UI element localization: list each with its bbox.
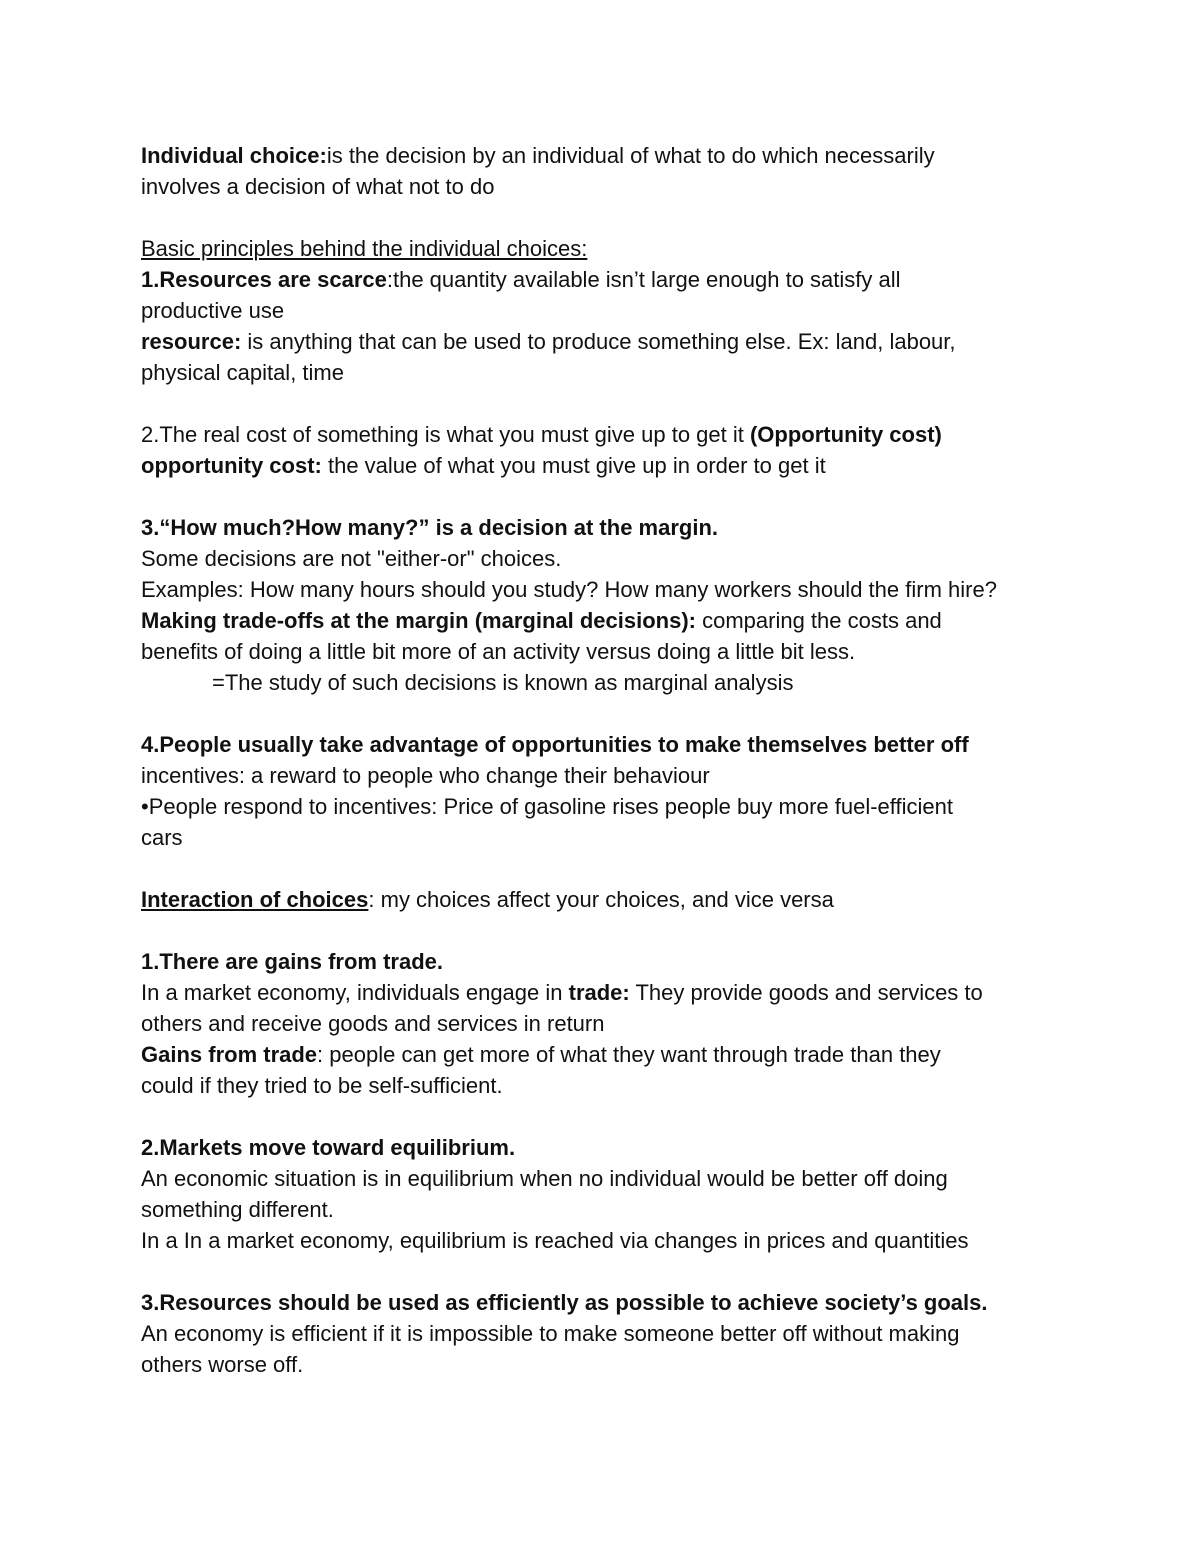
individual-choice-definition: is the decision by an individual of what to do which necessarily	[326, 143, 935, 168]
resource-term: resource:	[141, 329, 242, 354]
resource-definition: is anything that can be used to produce something else. Ex: land, labour,	[241, 329, 956, 354]
gains-from-trade-term: Gains from trade	[141, 1042, 318, 1067]
principle-1-title: 1.Resources are scarce	[141, 267, 387, 292]
individual-choice-line-2: involves a decision of what not to do	[141, 174, 495, 199]
interaction-2-line-2: something different.	[141, 1197, 334, 1222]
opportunity-cost-term: opportunity cost:	[141, 453, 322, 478]
spacer	[141, 481, 1071, 512]
tradeoff-term: Making trade-offs at the margin (marginal decisions):	[141, 608, 696, 633]
interaction-2-line-3: In a In a market economy, equilibrium is reached via changes in prices and quantities	[141, 1228, 969, 1253]
individual-choice-term: Individual choice:	[141, 143, 327, 168]
gains-from-trade-text: : people can get more of what they want through trade than they	[317, 1042, 941, 1067]
basic-principles-heading-text: Basic principles behind the individual choices:	[141, 236, 588, 261]
principle-1-text: :the quantity available isn’t large enough to satisfy all	[386, 267, 901, 292]
interaction-3-line-1: An economy is efficient if it is impossible to make someone better off without making	[141, 1321, 960, 1346]
document-page	[141, 140, 1071, 1380]
basic-principles-heading	[141, 233, 1071, 264]
principle-2-text: 2.The real cost of something is what you must give up to get it	[141, 422, 750, 447]
interaction-3-line-2: others worse off.	[141, 1352, 304, 1377]
spacer	[141, 202, 1071, 233]
tradeoff-text: comparing the costs and	[695, 608, 942, 633]
principle-3-line-2: Examples: How many hours should you study? How many workers should the firm hire?	[141, 577, 997, 602]
spacer	[141, 853, 1071, 884]
interaction-1-title: 1.There are gains from trade.	[141, 949, 443, 974]
spacer	[141, 1256, 1071, 1287]
tradeoff-line-1	[141, 605, 1071, 636]
principle-4-title: 4.People usually take advantage of opportunities to make themselves better off	[141, 732, 969, 757]
principle-3-heading	[141, 512, 1071, 543]
interaction-1-text-b: They provide goods and services to	[629, 980, 983, 1005]
resource-definition-line-2: physical capital, time	[141, 360, 344, 385]
trade-term: trade:	[568, 980, 630, 1005]
gains-from-trade-line-1	[141, 1039, 1071, 1070]
interaction-term: Interaction of choices	[141, 887, 369, 912]
principle-4-heading	[141, 729, 1071, 760]
principle-1-line-1	[141, 264, 1071, 295]
marginal-analysis-line: =The study of such decisions is known as marginal analysis	[212, 670, 794, 695]
spacer	[141, 698, 1071, 729]
interaction-1-line-1	[141, 977, 1071, 1008]
opportunity-cost-text: the value of what you must give up in order to get it	[321, 453, 826, 478]
interaction-3-title: 3.Resources should be used as efficiently as possible to achieve society’s goals.	[141, 1290, 988, 1315]
individual-choice-line-1	[141, 140, 1071, 171]
principle-4-line-2: •People respond to incentives: Price of gasoline rises people buy more fuel-efficient	[141, 794, 953, 819]
principle-2-bold: (Opportunity cost)	[749, 422, 942, 447]
interaction-text: : my choices affect your choices, and vice versa	[368, 887, 834, 912]
spacer	[141, 388, 1071, 419]
principle-3-line-1: Some decisions are not "either-or" choices.	[141, 546, 562, 571]
interaction-2-heading	[141, 1132, 1071, 1163]
opportunity-cost-definition	[141, 450, 1071, 481]
interaction-1-heading	[141, 946, 1071, 977]
spacer	[141, 915, 1071, 946]
spacer	[141, 1101, 1071, 1132]
interaction-definition	[141, 884, 1071, 915]
interaction-3-heading	[141, 1287, 1071, 1318]
principle-2-line	[141, 419, 1071, 450]
principle-4-line-3: cars	[141, 825, 183, 850]
interaction-1-text-a: In a market economy, individuals engage in	[141, 980, 569, 1005]
gains-from-trade-line-2: could if they tried to be self-sufficient.	[141, 1073, 503, 1098]
principle-1-line-2: productive use	[141, 298, 285, 323]
resource-definition-line-1	[141, 326, 1071, 357]
principle-3-title: 3.“How much?How many?” is a decision at the margin.	[141, 515, 718, 540]
interaction-2-title: 2.Markets move toward equilibrium.	[141, 1135, 516, 1160]
tradeoff-line-2: benefits of doing a little bit more of an activity versus doing a little bit less.	[141, 639, 856, 664]
interaction-1-line-2: others and receive goods and services in return	[141, 1011, 605, 1036]
principle-4-line-1: incentives: a reward to people who change their behaviour	[141, 763, 710, 788]
interaction-2-line-1: An economic situation is in equilibrium when no individual would be better off doing	[141, 1166, 948, 1191]
